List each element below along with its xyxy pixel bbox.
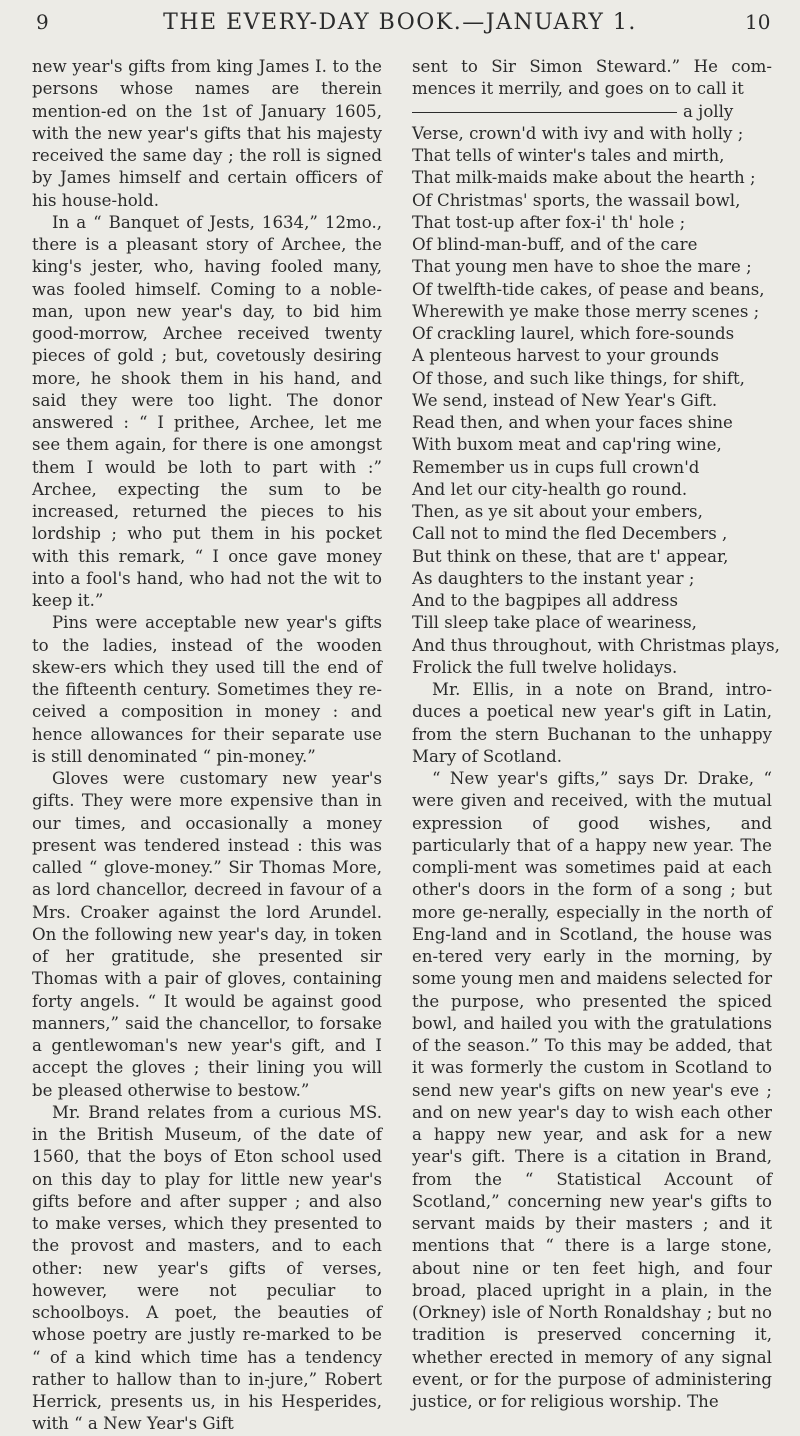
poem-line: Of crackling laurel, which fore-sounds bbox=[412, 324, 735, 343]
poem-line: A plenteous harvest to your grounds bbox=[412, 346, 720, 366]
poem-line: That young men have to shoe the mare ; bbox=[412, 257, 752, 277]
poem-line: Wherewith ye make those merry scenes ; bbox=[412, 301, 760, 321]
poem-lead-text: a jolly bbox=[683, 101, 734, 121]
poem-line: Call not to mind the fled Decembers , bbox=[412, 524, 728, 544]
poem-line: As daughters to the instant year ; bbox=[412, 568, 695, 588]
poem-line: Of those, and such like things, for shift, bbox=[412, 368, 745, 388]
poem-line: Verse, crown'd with ivy and with holly ; bbox=[412, 123, 744, 143]
poem-line: And thus throughout, with Christmas plays, bbox=[412, 635, 780, 655]
poem-line: With buxom meat and cap'ring wine, bbox=[412, 435, 722, 455]
poem bbox=[412, 123, 780, 679]
poem-line: But think on these, that are t' appear, bbox=[412, 546, 729, 566]
poem-line: We send, instead of New Year's Gift. bbox=[412, 390, 718, 410]
paragraph: new year's gifts from king James I. to the persons whose names are therein mention-ed on the 1st of January 1605, with the new year's gifts that his majesty received the same day ; the roll is signed by James himself and certain officers of his house-hold. bbox=[32, 57, 382, 210]
paragraph: In a “ Banquet of Jests, 1634,” 12mo., there is a pleasant story of Archee, the king's jester, who, having fooled many, was fooled himself. Coming to a noble-man, upon new year's day, to bid him good-morrow, Archee received twenty pieces of gold ; but, covetously desiring more, he shook them in his hand, and said they were too light. The donor answered : “ I prithee, Archee, let me see them again, for there is one amongst them I would be loth to part with :” Archee, expecting the sum to be increased, returned the pieces to his lordship ; who put them in his pocket with this remark, “ I once gave money into a fool's hand, who had not the wit to keep it.” bbox=[32, 212, 382, 610]
poem-line: Frolick the full twelve holidays. bbox=[412, 657, 678, 677]
poem-line: Of blind-man-buff, and of the care bbox=[412, 235, 698, 254]
poem-line: That milk-maids make about the hearth ; bbox=[412, 168, 756, 188]
poem-line: Read then, and when your faces shine bbox=[412, 413, 733, 432]
rule-divider bbox=[412, 112, 677, 113]
poem-line: Remember us in cups full crown'd bbox=[412, 457, 700, 477]
poem-line: And let our city-health go round. bbox=[412, 479, 688, 499]
page-header bbox=[0, 4, 800, 44]
poem-lead-line bbox=[412, 101, 772, 123]
poem-line: That tells of winter's tales and mirth, bbox=[412, 146, 725, 165]
paragraph: “ New year's gifts,” says Dr. Drake, “ were given and received, with the mutual expression of good wishes, and particularly that of a happy new year. The compli-ment was sometimes paid at each other's doors in the form of a song ; but more ge-nerally, especially in the north of Eng-land and in Scotland, the house was en-tered very early in the morning, by some young men and maidens selected for the purpose, who presented the spiced bowl, and hailed you with the gratulations of the season.” To this may be added, that it was formerly the custom in Scotland to send new year's gifts on new year's eve ; and on new year's day to wish each other a happy new year, and ask for a new year's gift. There is a citation in Brand, from the “ Statistical Account of Scotland,” concerning new year's gifts to servant maids by their masters ; and it mentions that “ there is a large stone, about nine or ten feet high, and four broad, placed upright in a plain, in the (Orkney) isle of North Ronaldshay ; but no tradition is preserved concerning it, whether erected in memory of any signal event, or for the purpose of administering justice, or for religious worship. The bbox=[412, 769, 772, 1411]
running-title: THE EVERY-DAY BOOK.—JANUARY 1. bbox=[163, 10, 637, 35]
poem-line: And to the bagpipes all address bbox=[412, 591, 678, 610]
paragraph: Mr. Ellis, in a note on Brand, intro-duces a poetical new year's gift in Latin, from the stern Buchanan to the unhappy Mary of Scotland. bbox=[412, 680, 772, 766]
left-column bbox=[32, 56, 382, 1434]
right-column bbox=[412, 56, 780, 1411]
poem-line: Then, as ye sit about your embers, bbox=[412, 502, 703, 521]
paragraph: Pins were acceptable new year's gifts to the ladies, instead of the wooden skew-ers which they used till the end of the fifteenth century. Sometimes they re-ceived a composition in money : and hence allowances for their separate use is still denominated “ pin-money.” bbox=[32, 613, 382, 766]
page-number-right: 10 bbox=[745, 10, 771, 34]
poem-line: Till sleep take place of weariness, bbox=[412, 613, 697, 633]
paragraph: Mr. Brand relates from a curious MS. in the British Museum, of the date of 1560, that the boys of Eton school used on this day to play for little new year's gifts before and after supper ; and also to make verses, which they presented to the provost and masters, and to each other: new year's gifts of verses, however, were not peculiar to schoolboys. A poet, the beauties of whose poetry are justly re-marked to be “ of a kind which time has a tendency rather to hallow than to in-jure,” Robert Herrick, presents us, in his Hesperides, with “ a New Year's Gift bbox=[32, 1102, 382, 1434]
poem-line: That tost-up after fox-i' th' hole ; bbox=[412, 212, 686, 232]
poem-line: Of Christmas' sports, the wassail bowl, bbox=[412, 190, 741, 210]
page-number-left: 9 bbox=[36, 10, 49, 34]
paragraph: sent to Sir Simon Steward.” He com-mences it merrily, and goes on to call it bbox=[412, 57, 772, 99]
poem-line: Of twelfth-tide cakes, of pease and beans, bbox=[412, 279, 765, 299]
paragraph: Gloves were customary new year's gifts. They were more expensive than in our times, and occasionally a money present was tendered instead : this was called “ glove-money.” Sir Thomas More, as lord chancellor, decreed in favour of a Mrs. Croaker against the lord Arundel. On the following new year's day, in token of her gratitude, she presented sir Thomas with a pair of gloves, containing forty angels. “ It would be against good manners,” said the chancellor, to forsake a gentlewoman's new year's gift, and I accept the gloves ; their lining you will be pleased otherwise to bestow.” bbox=[32, 769, 382, 1100]
